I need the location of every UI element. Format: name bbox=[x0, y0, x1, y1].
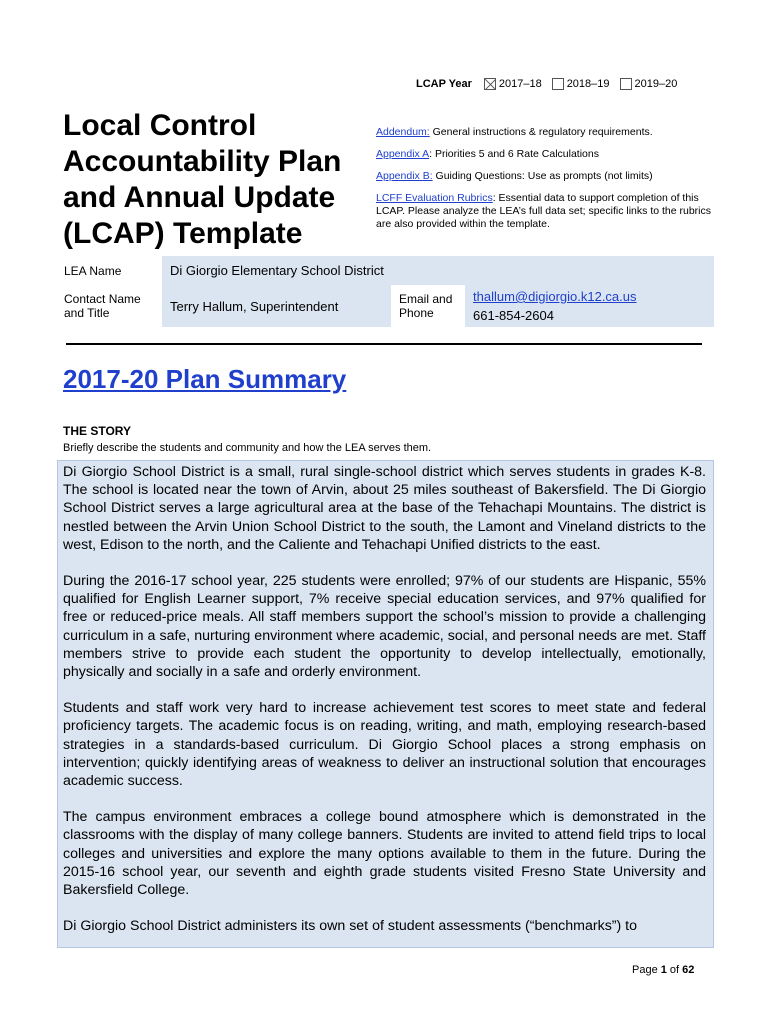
plan-summary-heading[interactable]: 2017-20 Plan Summary bbox=[63, 364, 347, 394]
page-number: 1 bbox=[660, 964, 667, 976]
page-footer bbox=[632, 964, 694, 976]
reference-text: : Priorities 5 and 6 Rate Calculations bbox=[429, 148, 599, 160]
email-phone-label: Email and Phone bbox=[391, 285, 465, 327]
story-paragraph: During the 2016-17 school year, 225 students were enrolled; 97% of our students are Hispanic, 55% qualified for English Learner support, 7% receive special education services, and 97% qualified for free or reduced-price meals. All staff members support the school’s mission to provide a challenging curriculum in a safe, nurturing environment where academic, social, and personal needs are met. Staff members strive to provide each student the opportunity to develop intellectually, emotionally, physically and socially in a safe and orderly environment. bbox=[63, 573, 706, 681]
of-label: of bbox=[666, 964, 683, 976]
appendix-b-link[interactable]: Appendix B: bbox=[376, 170, 433, 182]
phone-value: 661-854-2604 bbox=[473, 308, 554, 323]
lea-name-label: LEA Name bbox=[57, 256, 162, 285]
year-option-2017-18[interactable] bbox=[484, 78, 542, 90]
checked-checkbox-icon[interactable] bbox=[484, 78, 496, 90]
story-paragraph: Di Giorgio School District administers its own set of student assessments (“benchmarks”) to bbox=[63, 918, 638, 935]
reference-appendix-b bbox=[376, 170, 716, 183]
story-prompt: Briefly describe the students and community and how the LEA serves them. bbox=[63, 442, 432, 454]
contact-value: Terry Hallum, Superintendent bbox=[162, 285, 391, 327]
year-option-label: 2018–19 bbox=[566, 78, 610, 90]
page-total: 62 bbox=[682, 964, 695, 976]
reference-text: : Essential data to support completion of this LCAP. Please analyze the LEA’s full data set; specific links to the rubrics are also provided within the template. bbox=[376, 192, 712, 230]
email-phone-value bbox=[465, 285, 714, 327]
story-text-box[interactable] bbox=[57, 460, 714, 948]
year-option-label: 2017–18 bbox=[498, 78, 542, 90]
rubrics-link[interactable]: LCFF Evaluation Rubrics bbox=[376, 192, 493, 204]
story-heading: THE STORY bbox=[63, 424, 132, 438]
story-paragraph: Di Giorgio School District is a small, rural single-school district which serves students in grades K-8. The school is located near the town of Arvin, about 25 miles southeast of Bakersfield. The Di Giorgio School District serves a large agricultural area at the base of the Tehachapi Mountains. The district is nestled between the Arvin Union School District to the south, the Lamont and Vineland districts to the west, Edison to the north, and the Caliente and Tehachapi Unified districts to the east. bbox=[63, 464, 706, 553]
year-option-2019-20[interactable] bbox=[620, 78, 678, 90]
lea-name-value: Di Giorgio Elementary School District bbox=[162, 256, 714, 285]
lcap-year-selector bbox=[416, 78, 687, 90]
reference-text: General instructions & regulatory requirements. bbox=[429, 126, 653, 138]
email-link[interactable]: thallum@digiorgio.k12.ca.us bbox=[473, 289, 637, 304]
story-paragraph: Students and staff work very hard to increase achievement test scores to meet state and federal proficiency targets. The academic focus is on reading, writing, and math, employing research-based strategies in a standards-based curriculum. Di Giorgio School places a strong emphasis on intervention; quickly identifying areas of weakness to deliver an instructional solution that encourages academic success. bbox=[63, 700, 706, 790]
section-divider bbox=[66, 343, 702, 345]
document-title: Local Control Accountability Plan and Annual Update (LCAP) Template bbox=[63, 109, 342, 250]
reference-text: Guiding Questions: Use as prompts (not limits) bbox=[432, 170, 653, 182]
reference-appendix-a bbox=[376, 148, 716, 161]
reference-addendum bbox=[376, 126, 716, 139]
addendum-link[interactable]: Addendum: bbox=[376, 126, 430, 138]
checkbox-icon[interactable] bbox=[620, 78, 632, 90]
story-paragraph: The campus environment embraces a college bound atmosphere which is demonstrated in the classrooms with the display of many college banners. Students are invited to attend field trips to local colleges and universities and explore the many options available to them in the future. During the 2015-16 school year, our seventh and eighth grade students visited Fresno State University and Bakersfield College. bbox=[63, 809, 706, 899]
year-option-2018-19[interactable] bbox=[552, 78, 610, 90]
contact-label: Contact Name and Title bbox=[57, 285, 162, 327]
checkbox-icon[interactable] bbox=[552, 78, 564, 90]
reference-rubrics bbox=[376, 192, 716, 231]
year-option-label: 2019–20 bbox=[634, 78, 678, 90]
reference-list bbox=[376, 126, 716, 240]
lea-info-table bbox=[57, 256, 714, 327]
contact-row bbox=[57, 285, 714, 327]
lcap-year-label: LCAP Year bbox=[416, 78, 472, 90]
lea-name-row bbox=[57, 256, 714, 285]
appendix-a-link[interactable]: Appendix A bbox=[376, 148, 430, 160]
page-label: Page bbox=[632, 964, 661, 976]
